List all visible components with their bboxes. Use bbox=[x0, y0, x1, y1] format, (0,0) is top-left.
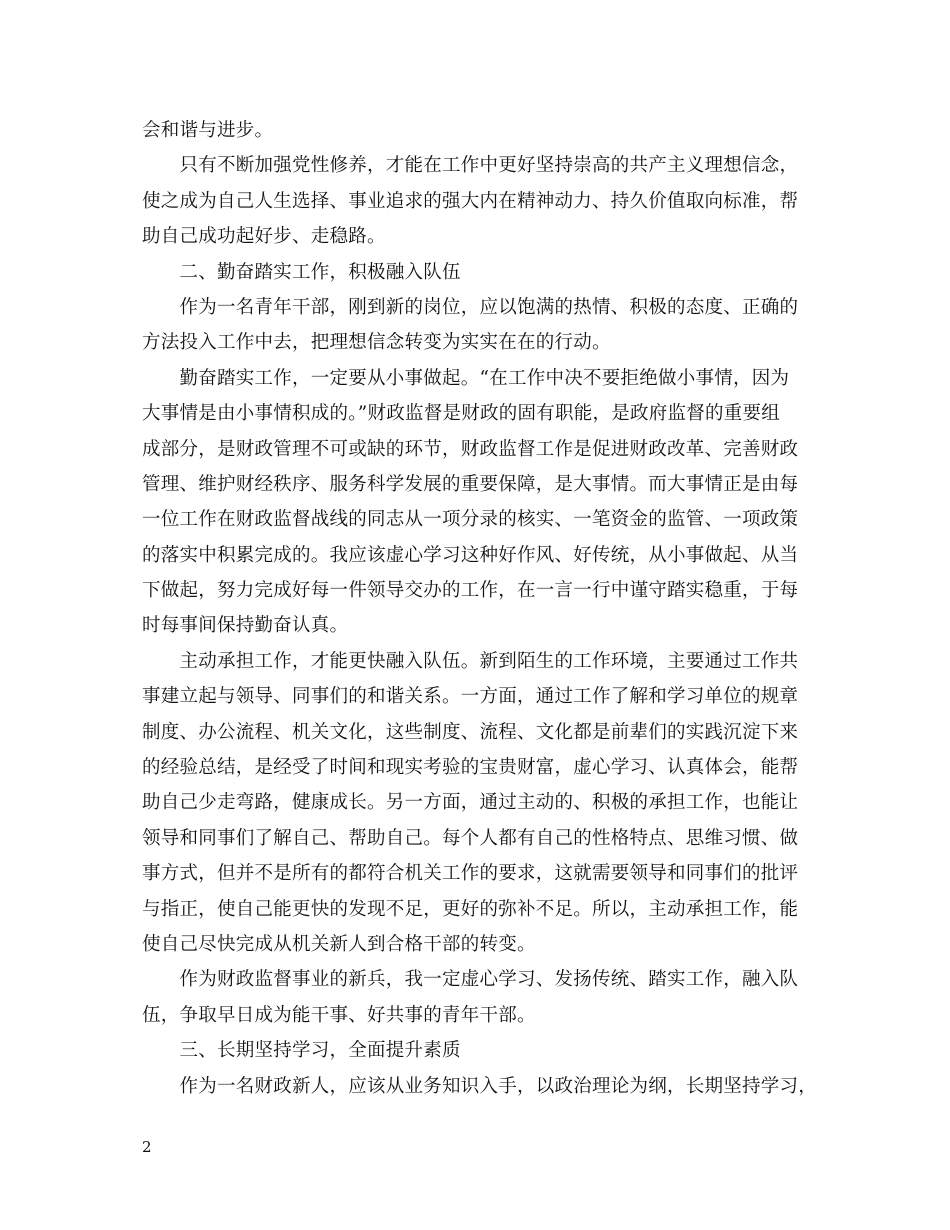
body-line: 与指正，使自己能更快的发现不足，更好的弥补不足。所以，主动承担工作，能 bbox=[142, 898, 799, 920]
page-number: 2 bbox=[142, 1138, 152, 1156]
body-line: 事建立起与领导、同事们的和谐关系。一方面，通过工作了解和学习单位的规章 bbox=[142, 686, 799, 708]
section-heading: 二、勤奋踏实工作，积极融入队伍 bbox=[142, 261, 461, 283]
body-line: 制度、办公流程、机关文化，这些制度、流程、文化都是前辈们的实践沉淀下来 bbox=[142, 721, 799, 743]
body-line: 只有不断加强党性修养，才能在工作中更好坚持崇高的共产主义理想信念， bbox=[142, 155, 799, 177]
body-line: 的落实中积累完成的。我应该虚心学习这种好作风、好传统，从小事做起、从当 bbox=[142, 544, 799, 566]
body-line: 方法投入工作中去，把理想信念转变为实实在在的行动。 bbox=[142, 332, 611, 354]
body-line: 管理、维护财经秩序、服务科学发展的重要保障，是大事情。而大事情正是由每 bbox=[142, 473, 799, 495]
body-line: 助自己少走弯路，健康成长。另一方面，通过主动的、积极的承担工作，也能让 bbox=[142, 792, 799, 814]
section-heading: 三、长期坚持学习，全面提升素质 bbox=[142, 1040, 461, 1062]
body-line: 的经验总结，是经受了时间和现实考验的宝贵财富，虚心学习、认真体会，能帮 bbox=[142, 757, 799, 779]
body-line: 下做起，努力完成好每一件领导交办的工作，在一言一行中谨守踏实稳重，于每 bbox=[142, 580, 799, 602]
body-line: 大事情是由小事情积成的。”财政监督是财政的固有职能，是政府监督的重要组 bbox=[142, 403, 780, 425]
body-line: 成部分，是财政管理不可或缺的环节，财政监督工作是促进财政改革、完善财政 bbox=[142, 438, 799, 460]
body-line: 主动承担工作，才能更快融入队伍。新到陌生的工作环境，主要通过工作共 bbox=[142, 650, 799, 672]
body-line: 领导和同事们了解自己、帮助自己。每个人都有自己的性格特点、思维习惯、做 bbox=[142, 827, 799, 849]
body-line: 使之成为自己人生选择、事业追求的强大内在精神动力、持久价值取向标准，帮 bbox=[142, 190, 799, 212]
body-line: 会和谐与进步。 bbox=[142, 120, 274, 141]
body-line: 勤奋踏实工作，一定要从小事做起。“在工作中决不要拒绝做小事情，因为 bbox=[142, 367, 790, 389]
body-line: 事方式，但并不是所有的都符合机关工作的要求，这就需要领导和同事们的批评 bbox=[142, 863, 799, 885]
body-line: 伍，争取早日成为能干事、好共事的青年干部。 bbox=[142, 1004, 536, 1026]
body-line: 使自己尽快完成从机关新人到合格干部的转变。 bbox=[142, 933, 536, 955]
body-line: 时每事间保持勤奋认真。 bbox=[142, 615, 349, 637]
body-line: 一位工作在财政监督战线的同志从一项分录的核实、一笔资金的监管、一项政策 bbox=[142, 509, 799, 531]
body-line: 作为一名财政新人，应该从业务知识入手，以政治理论为纲，长期坚持学习， bbox=[142, 1075, 818, 1097]
body-line: 作为一名青年干部，刚到新的岗位，应以饱满的热情、积极的态度、正确的 bbox=[142, 296, 799, 318]
document-body bbox=[142, 113, 818, 1104]
body-line: 助自己成功起好步、走稳路。 bbox=[142, 226, 386, 248]
body-line: 作为财政监督事业的新兵，我一定虚心学习、发扬传统、踏实工作，融入队 bbox=[142, 969, 799, 991]
